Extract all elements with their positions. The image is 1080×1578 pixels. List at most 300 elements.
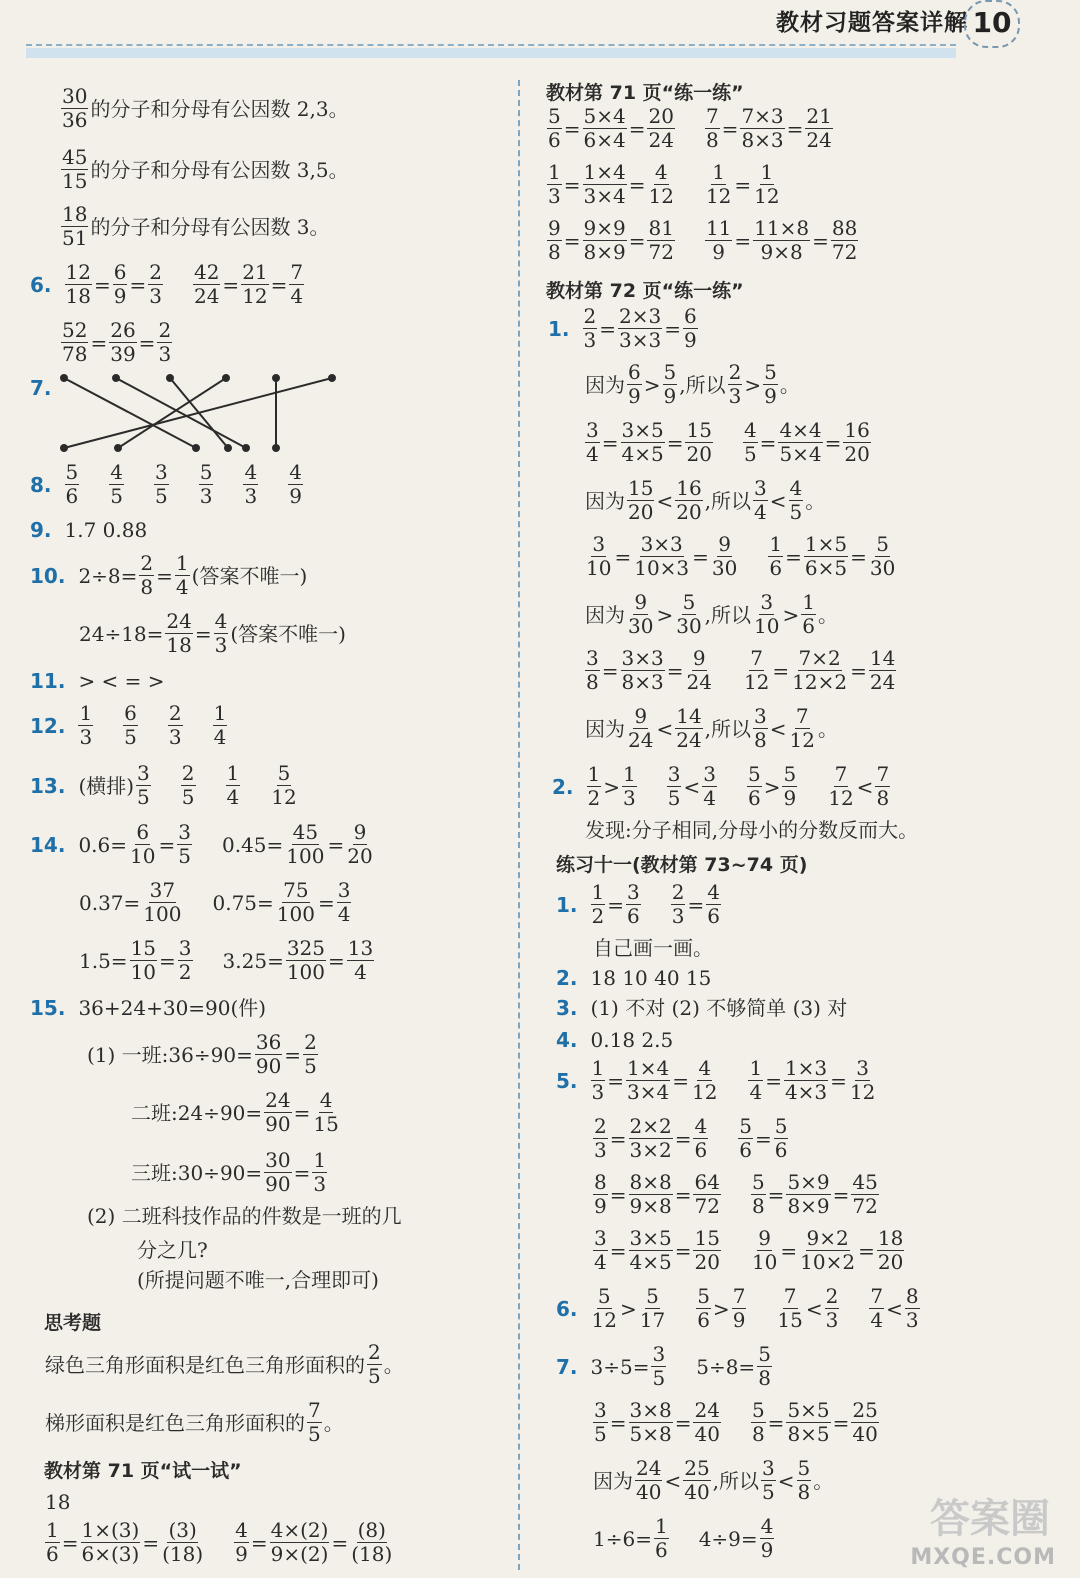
answer-text: = (765, 1068, 782, 1093)
right-answer-line (546, 218, 859, 263)
denominator: 8 (751, 1194, 765, 1218)
left-answer-line (30, 378, 64, 398)
fraction (629, 1172, 673, 1217)
fraction (667, 764, 682, 809)
denominator: 3 (825, 1308, 839, 1332)
fraction (312, 1090, 339, 1135)
left-answer-line (30, 822, 375, 867)
right-answer-line (556, 968, 712, 988)
fraction (45, 1520, 60, 1565)
denominator: 8 (876, 786, 890, 810)
right-answer-line (552, 764, 891, 809)
left-answer-line (60, 320, 173, 365)
numerator: 21 (806, 104, 832, 128)
numerator: 11 (705, 216, 732, 240)
answer-text: 5÷8= (696, 1354, 756, 1379)
answer-text: < (683, 774, 701, 799)
numerator: 14 (676, 704, 702, 728)
answer-text: = (138, 330, 156, 355)
fraction (671, 882, 686, 927)
answer-text: = (850, 544, 867, 569)
right-answer-line (584, 706, 839, 751)
denominator: 4 (354, 960, 367, 984)
denominator: 18 (166, 633, 192, 657)
fraction (181, 763, 196, 808)
left-answer-line (30, 998, 267, 1018)
denominator: 6 (769, 556, 783, 580)
fraction (177, 822, 192, 867)
answer-text: 18 10 40 15 (590, 966, 712, 990)
left-answer-line (44, 1520, 394, 1565)
fraction (367, 1342, 382, 1387)
question-number: 13. (30, 773, 66, 798)
numerator: (3) (168, 1518, 197, 1542)
answer-text: 36+24+30=90(件) (78, 996, 267, 1020)
numerator: 5 (797, 1456, 811, 1480)
fraction (350, 1520, 393, 1565)
denominator: 4×5 (621, 442, 664, 466)
fraction (757, 1344, 772, 1389)
numerator: 5 (682, 590, 696, 614)
fraction (760, 1516, 775, 1561)
numerator: 1 (591, 1056, 605, 1080)
denominator: 9×8 (629, 1194, 672, 1218)
fraction (214, 611, 229, 656)
fraction (869, 534, 896, 579)
fraction (621, 420, 665, 465)
numerator: 1 (587, 762, 601, 786)
denominator: 17 (639, 1308, 666, 1332)
denominator: 15 (777, 1308, 803, 1332)
fraction (618, 306, 662, 351)
denominator: 3×4 (627, 1080, 670, 1104)
numerator: 3 (586, 418, 599, 442)
fraction (784, 1058, 828, 1103)
fraction (312, 1150, 327, 1195)
numerator: 9 (634, 704, 648, 728)
fraction (691, 1058, 718, 1103)
question-number: 2. (552, 774, 574, 799)
answer-text: 二班:24÷90= (131, 1100, 263, 1125)
denominator: 12 (743, 670, 770, 694)
answer-text: 绿色三角形面积是红色三角形面积的 (45, 1352, 365, 1377)
numerator: 5 (277, 761, 291, 785)
denominator: 8×3 (741, 128, 784, 152)
numerator: 2 (149, 260, 162, 284)
denominator: 6 (654, 1538, 668, 1562)
numerator: 3 (178, 820, 191, 844)
denominator: 6 (707, 904, 720, 928)
denominator: 4 (754, 500, 767, 524)
fraction (778, 420, 822, 465)
left-answer-line (78, 611, 347, 656)
answer-text: < (856, 774, 874, 799)
numerator: 21 (242, 260, 268, 284)
fraction (593, 1116, 608, 1161)
numerator: 6 (628, 360, 641, 384)
numerator: 52 (62, 318, 88, 342)
numerator: 7 (783, 1284, 797, 1308)
left-answer-line (30, 703, 228, 748)
denominator: 8×5 (787, 1422, 830, 1446)
denominator: 3 (244, 484, 258, 508)
answer-text: 1.7 0.88 (64, 518, 148, 542)
numerator: 9 (718, 532, 732, 556)
fraction (264, 1150, 291, 1195)
numerator: 3×3 (621, 646, 664, 670)
denominator: 15 (62, 169, 88, 193)
fraction (675, 592, 702, 637)
numerator: 2 (158, 318, 172, 342)
answer-text: > (763, 774, 781, 799)
left-answer-line (60, 204, 331, 249)
left-answer-line (60, 147, 350, 192)
denominator: 4×3 (784, 1080, 828, 1104)
fraction (175, 553, 190, 598)
answer-text: = (672, 1068, 689, 1093)
fraction (583, 306, 598, 351)
right-answer-line (584, 534, 897, 579)
answer-text: (答案不唯一) (230, 621, 346, 646)
denominator: 9×(2) (270, 1542, 329, 1566)
numerator: 5×9 (787, 1170, 830, 1194)
fraction (583, 162, 627, 207)
denominator: 20 (347, 844, 373, 868)
answer-text: = (328, 948, 345, 973)
fraction (547, 162, 562, 207)
numerator: 5×5 (787, 1398, 830, 1422)
denominator: 4 (870, 1308, 884, 1332)
fraction (740, 106, 784, 151)
answer-text: = (609, 1182, 627, 1207)
fraction (270, 763, 297, 808)
fraction (303, 1032, 318, 1077)
answer-text: ,所以 (712, 1468, 760, 1493)
denominator: 90 (265, 1172, 291, 1196)
denominator: 8 (705, 128, 719, 152)
numerator: 5 (65, 460, 79, 484)
answer-text: = (692, 544, 709, 569)
fraction (307, 1400, 322, 1445)
left-answer-line (44, 1492, 71, 1512)
fraction (234, 1520, 249, 1565)
numerator: 7 (834, 762, 848, 786)
denominator: 6 (46, 1542, 59, 1566)
answer-text: 。 (817, 716, 838, 741)
numerator: 4 (743, 418, 757, 442)
answer-text: = (563, 228, 581, 253)
numerator: 4 (319, 1088, 333, 1112)
left-answer-line (30, 763, 299, 808)
question-number: 4. (556, 1028, 578, 1052)
denominator: 3 (214, 633, 228, 657)
numerator: 9 (758, 1226, 772, 1250)
fraction (831, 218, 858, 263)
denominator: 6 (65, 484, 79, 508)
answer-text: = (156, 563, 173, 588)
fraction (748, 1058, 763, 1103)
fraction (869, 1286, 884, 1331)
header-rule (26, 44, 956, 46)
denominator: 20 (628, 500, 654, 524)
denominator: 12 (648, 184, 674, 208)
answer-text: = (61, 1530, 79, 1555)
denominator: 6 (739, 1138, 752, 1162)
fraction (786, 1400, 830, 1445)
numerator: 18 (62, 202, 88, 226)
fraction (827, 764, 854, 809)
fraction (728, 362, 743, 407)
denominator: 8 (548, 240, 561, 264)
fraction (776, 1286, 803, 1331)
left-answer-line (86, 1032, 319, 1077)
denominator: 4 (594, 1250, 607, 1274)
denominator: 20 (676, 500, 702, 524)
numerator: 1 (802, 590, 815, 614)
fraction (626, 882, 641, 927)
answer-text: 梯形面积是红色三角形面积的 (45, 1410, 305, 1435)
denominator: 24 (869, 670, 896, 694)
denominator: 6 (627, 904, 640, 928)
answer-text: = (327, 832, 345, 857)
fraction (693, 1172, 720, 1217)
fraction (696, 1286, 711, 1331)
answer-text: 因为 (585, 488, 625, 513)
denominator: 5 (743, 442, 757, 466)
answer-text: = (850, 658, 867, 683)
denominator: 3 (671, 904, 685, 928)
denominator: 5×4 (779, 442, 822, 466)
denominator: 12 (789, 728, 815, 752)
left-answer-line (130, 1090, 341, 1135)
numerator: 4×4 (779, 418, 822, 442)
denominator: 8 (586, 670, 599, 694)
right-answer-line (556, 1286, 921, 1331)
answer-text: 。 (323, 1410, 344, 1435)
fraction (753, 478, 768, 523)
denominator: 12 (271, 785, 297, 809)
answer-text: < (656, 488, 674, 513)
numerator: 15 (686, 418, 712, 442)
denominator: 9 (712, 240, 726, 264)
denominator: 8 (751, 1422, 765, 1446)
answer-text: = (674, 1182, 692, 1207)
fraction (851, 1400, 878, 1445)
fraction (647, 218, 674, 263)
right-answer-line (592, 1400, 880, 1445)
numerator: 3 (856, 1056, 870, 1080)
fraction (168, 703, 183, 748)
denominator: 20 (844, 442, 870, 466)
denominator: 9 (732, 1308, 746, 1332)
numerator: 64 (694, 1170, 720, 1194)
fraction (635, 1458, 662, 1503)
denominator: 4 (586, 442, 599, 466)
question-number: 11. (30, 669, 66, 693)
numerator: 7 (705, 104, 719, 128)
answer-text: = (780, 1238, 798, 1263)
numerator: 11×8 (754, 216, 810, 240)
denominator: 72 (831, 240, 858, 264)
answer-text: 2÷8= (78, 563, 138, 588)
fraction (629, 1116, 673, 1161)
denominator: 4 (337, 902, 351, 926)
denominator: 6×4 (583, 128, 626, 152)
fraction (675, 478, 702, 523)
denominator: 3 (623, 786, 636, 810)
numerator: 3 (586, 646, 599, 670)
denominator: 5 (181, 785, 195, 809)
numerator: 1 (760, 160, 774, 184)
numerator: 5 (751, 1398, 765, 1422)
answer-text: (所提问题不唯一,合理即可) (137, 1268, 379, 1292)
answer-text: (1) 不对 (2) 不够简单 (3) 对 (590, 996, 848, 1020)
fraction (804, 534, 848, 579)
answer-text: (1) 一班:36÷90= (87, 1042, 253, 1067)
numerator: 9×2 (806, 1226, 849, 1250)
denominator: 5 (308, 1422, 321, 1446)
fraction (706, 882, 721, 927)
fraction (61, 320, 88, 365)
answer-text: > (656, 602, 674, 627)
answer-text: < (805, 1296, 823, 1321)
question-number: 15. (30, 996, 66, 1020)
fraction (753, 592, 780, 637)
fraction (743, 648, 770, 693)
right-answer-line (584, 420, 872, 465)
fraction (761, 1458, 776, 1503)
numerator: 5 (783, 762, 797, 786)
numerator: 25 (852, 1398, 878, 1422)
answer-text: = (609, 1238, 627, 1263)
denominator: 40 (636, 1480, 662, 1504)
fraction (583, 218, 627, 263)
fraction (705, 218, 732, 263)
fraction (621, 648, 665, 693)
fraction (585, 420, 600, 465)
numerator: 1×4 (583, 160, 626, 184)
denominator: 78 (62, 342, 88, 366)
numerator: 4 (707, 880, 720, 904)
fraction (226, 763, 241, 808)
denominator: 3 (728, 384, 742, 408)
fraction (768, 534, 783, 579)
right-answer-line (592, 1172, 880, 1217)
answer-text: = (786, 116, 804, 141)
fraction (702, 764, 717, 809)
denominator: 5 (178, 844, 191, 868)
denominator: 51 (62, 226, 88, 250)
denominator: 2 (591, 904, 605, 928)
fraction (593, 1172, 608, 1217)
question-number: 3. (556, 996, 578, 1020)
denominator: 6 (697, 1308, 710, 1332)
answer-text: = (601, 658, 619, 683)
answer-text: < (769, 488, 787, 513)
numerator: 24 (265, 1088, 291, 1112)
denominator: 3 (199, 484, 213, 508)
question-number: 5. (556, 1068, 578, 1093)
watermark-logo: 答案圈 (930, 1496, 1050, 1542)
numerator: 4 (694, 1114, 708, 1138)
fraction (622, 764, 637, 809)
denominator: 72 (694, 1194, 720, 1218)
numerator: 2 (594, 1114, 607, 1138)
fraction (877, 1228, 904, 1273)
question-number: 12. (30, 713, 66, 738)
answer-text: = (687, 892, 705, 917)
fraction (285, 822, 325, 867)
fraction (113, 262, 128, 307)
fraction (651, 1344, 666, 1389)
right-answer-line (592, 1458, 834, 1503)
denominator: 6×(3) (81, 1542, 140, 1566)
answer-text: = (563, 116, 581, 141)
answer-text: 自己画一画。 (593, 936, 713, 960)
answer-text: = (832, 1410, 850, 1435)
denominator: 12 (849, 1080, 876, 1104)
fraction (585, 534, 612, 579)
left-answer-line (30, 520, 148, 540)
fraction (61, 86, 88, 131)
right-answer-line (584, 648, 897, 693)
numerator: 7 (876, 762, 890, 786)
answer-text: 。 (779, 372, 800, 397)
numerator: 2 (368, 1340, 381, 1364)
numerator: 3 (594, 1226, 607, 1250)
numerator: 3 (627, 880, 640, 904)
denominator: 100 (286, 960, 326, 984)
numerator: 81 (648, 216, 674, 240)
numerator: 5 (751, 1170, 765, 1194)
answer-text: = (129, 272, 147, 297)
answer-text: = (812, 228, 829, 253)
right-answer-line (548, 306, 699, 351)
answer-text: 3.25= (222, 948, 284, 973)
denominator: 40 (852, 1422, 878, 1446)
numerator: 6 (113, 260, 127, 284)
answer-text: ,所以 (679, 372, 726, 397)
numerator: 16 (676, 476, 702, 500)
numerator: 4 (289, 460, 302, 484)
fraction (753, 218, 810, 263)
fraction (849, 1058, 876, 1103)
numerator: 1 (46, 1518, 59, 1542)
fraction (797, 1458, 812, 1503)
denominator: 8 (758, 1366, 771, 1390)
denominator: 3 (583, 328, 597, 352)
fraction (587, 764, 602, 809)
fraction (747, 764, 762, 809)
denominator: 5 (652, 1366, 666, 1390)
answer-text: 0.37= (79, 890, 141, 915)
fraction (753, 162, 780, 207)
answer-text: = (93, 272, 111, 297)
fraction (65, 262, 92, 307)
answer-text: > (782, 602, 800, 627)
fraction (591, 882, 606, 927)
numerator: 5 (697, 1284, 710, 1308)
numerator: 1 (175, 551, 189, 575)
denominator: 5 (594, 1422, 607, 1446)
answer-text: = (599, 316, 617, 341)
denominator: 8 (140, 575, 154, 599)
answer-text: = (628, 228, 646, 253)
numerator: 2 (728, 360, 742, 384)
answer-text: < (769, 716, 787, 741)
numerator: 1×5 (804, 532, 848, 556)
denominator: 9 (235, 1542, 248, 1566)
